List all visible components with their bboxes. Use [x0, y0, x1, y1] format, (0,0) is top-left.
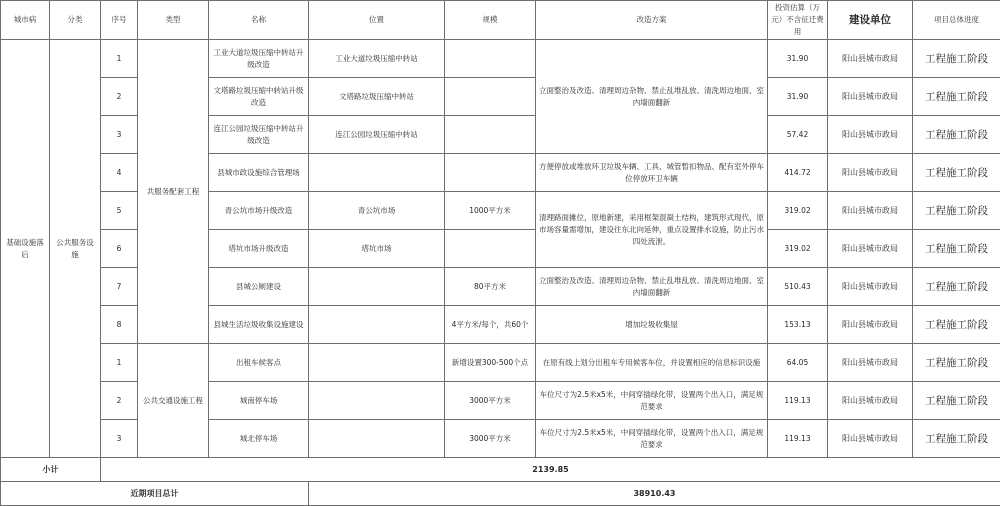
cell-scale: 新增设置300-500个点	[445, 344, 536, 382]
cell-progress: 工程施工阶段	[913, 306, 1000, 344]
cell-name: 连江公园垃圾压缩中转站升级改造	[209, 116, 309, 154]
header-name: 名称	[209, 1, 309, 40]
table-row	[1, 344, 1000, 382]
cell-progress: 工程施工阶段	[913, 268, 1000, 306]
header-progress: 项目总体进度	[913, 1, 1000, 40]
cell-unit: 阳山县城市政局	[828, 78, 913, 116]
cell-plan: 清理路面摊位，原地新建，采用框架混凝土结构，建筑形式现代，原市场容量需增加，建设往东北向延伸，重点设置排水设施，防止污水四处流泄。	[536, 192, 768, 268]
header-row	[1, 1, 1000, 40]
cell-seq: 2	[101, 382, 138, 420]
cell-plan: 车位尺寸为2.5米x5米，中间穿插绿化带，设置两个出入口，满足规范要求	[536, 382, 768, 420]
cell-scale	[445, 230, 536, 268]
cell-progress: 工程施工阶段	[913, 344, 1000, 382]
cell-cost: 31.90	[768, 40, 828, 78]
cell-scale: 4平方米/每个，共60个	[445, 306, 536, 344]
cell-cost: 510.43	[768, 268, 828, 306]
cell-unit: 阳山县城市政局	[828, 192, 913, 230]
total-row	[1, 482, 1000, 506]
cell-progress: 工程施工阶段	[913, 420, 1000, 458]
cell-name: 青公坑市场升级改造	[209, 192, 309, 230]
cell-cost: 319.02	[768, 230, 828, 268]
cell-unit: 阳山县城市政局	[828, 420, 913, 458]
cell-plan: 在原有线上划分出租车专用候客车位，并设置相应的信息标识设施	[536, 344, 768, 382]
cell-seq: 1	[101, 344, 138, 382]
cell-scale: 1000平方米	[445, 192, 536, 230]
cell-name: 工业大道垃圾压缩中转站升级改造	[209, 40, 309, 78]
cell-unit: 阳山县城市政局	[828, 268, 913, 306]
header-category: 分类	[50, 1, 101, 40]
cell-name: 县城市政设施综合管理场	[209, 154, 309, 192]
cell-cost: 119.13	[768, 382, 828, 420]
cell-name: 县城生活垃圾收集设施建设	[209, 306, 309, 344]
cell-seq: 8	[101, 306, 138, 344]
cell-unit: 阳山县城市政局	[828, 382, 913, 420]
subtotal-label: 小计	[1, 458, 101, 482]
cell-location	[309, 382, 445, 420]
cell-progress: 工程施工阶段	[913, 230, 1000, 268]
cell-plan: 增加垃圾收集屋	[536, 306, 768, 344]
cell-plan: 车位尺寸为2.5米x5米，中间穿插绿化带，设置两个出入口，满足规范要求	[536, 420, 768, 458]
cell-cost: 64.05	[768, 344, 828, 382]
cell-seq: 6	[101, 230, 138, 268]
cell-scale: 3000平方米	[445, 382, 536, 420]
cell-location	[309, 344, 445, 382]
cell-cost: 119.13	[768, 420, 828, 458]
cell-unit: 阳山县城市政局	[828, 116, 913, 154]
cell-cost: 319.02	[768, 192, 828, 230]
cell-location	[309, 154, 445, 192]
header-plan: 改造方案	[536, 1, 768, 40]
cell-scale	[445, 78, 536, 116]
cell-name: 县城公厕建设	[209, 268, 309, 306]
cell-progress: 工程施工阶段	[913, 192, 1000, 230]
cell-name: 出租车候客点	[209, 344, 309, 382]
cell-name: 塔坑市场升级改造	[209, 230, 309, 268]
cell-seq: 5	[101, 192, 138, 230]
cell-name: 文塔路垃圾压缩中转站升级改造	[209, 78, 309, 116]
table-row	[1, 40, 1000, 78]
cell-plan: 立面整治及改造、清理周边杂物、禁止乱堆乱放、清洗周边地面、室内墙面翻新	[536, 40, 768, 154]
cell-unit: 阳山县城市政局	[828, 344, 913, 382]
cell-location: 文塔路垃圾压缩中转站	[309, 78, 445, 116]
cell-plan: 方便停放或堆放环卫垃圾车辆、工具、城管暂扣物品、配有室外停车位停放环卫车辆	[536, 154, 768, 192]
cell-name: 城北停车场	[209, 420, 309, 458]
cell-city-status: 基础设施落后	[1, 40, 50, 458]
cell-type-a: 共服务配套工程	[138, 40, 209, 344]
header-city-status: 城市病	[1, 1, 50, 40]
cell-scale: 3000平方米	[445, 420, 536, 458]
cell-unit: 阳山县城市政局	[828, 230, 913, 268]
cell-progress: 工程施工阶段	[913, 382, 1000, 420]
subtotal-value: 2139.85	[101, 458, 1000, 482]
cell-plan: 立面整治及改造、清理周边杂物、禁止乱堆乱放、清洗周边地面、室内墙面翻新	[536, 268, 768, 306]
cell-seq: 7	[101, 268, 138, 306]
cell-seq: 3	[101, 116, 138, 154]
cell-scale: 80平方米	[445, 268, 536, 306]
header-location: 位置	[309, 1, 445, 40]
cell-type-b: 公共交通设施工程	[138, 344, 209, 458]
cell-location	[309, 420, 445, 458]
cell-name: 城南停车场	[209, 382, 309, 420]
cell-scale	[445, 116, 536, 154]
cell-seq: 3	[101, 420, 138, 458]
cell-location: 连江公园垃圾压缩中转站	[309, 116, 445, 154]
header-cost: 投资估算（万元）不含征迁费用	[768, 1, 828, 40]
cell-cost: 31.90	[768, 78, 828, 116]
cell-scale	[445, 154, 536, 192]
header-seq: 序号	[101, 1, 138, 40]
cell-location	[309, 268, 445, 306]
cell-cost: 57.42	[768, 116, 828, 154]
total-label: 近期项目总计	[1, 482, 309, 506]
header-scale: 规模	[445, 1, 536, 40]
cell-scale	[445, 40, 536, 78]
header-unit: 建设单位	[828, 1, 913, 40]
cell-location: 工业大道垃圾压缩中转站	[309, 40, 445, 78]
cell-category: 公共服务设施	[50, 40, 101, 458]
cell-location: 塔坑市场	[309, 230, 445, 268]
cell-progress: 工程施工阶段	[913, 78, 1000, 116]
cell-location	[309, 306, 445, 344]
subtotal-row	[1, 458, 1000, 482]
cell-unit: 阳山县城市政局	[828, 40, 913, 78]
header-type: 类型	[138, 1, 209, 40]
cell-progress: 工程施工阶段	[913, 116, 1000, 154]
cell-cost: 153.13	[768, 306, 828, 344]
cell-seq: 2	[101, 78, 138, 116]
cell-progress: 工程施工阶段	[913, 154, 1000, 192]
cell-location: 青公坑市场	[309, 192, 445, 230]
total-value: 38910.43	[309, 482, 1000, 506]
cell-unit: 阳山县城市政局	[828, 154, 913, 192]
cell-cost: 414.72	[768, 154, 828, 192]
cell-unit: 阳山县城市政局	[828, 306, 913, 344]
cell-progress: 工程施工阶段	[913, 40, 1000, 78]
cell-seq: 4	[101, 154, 138, 192]
cell-seq: 1	[101, 40, 138, 78]
